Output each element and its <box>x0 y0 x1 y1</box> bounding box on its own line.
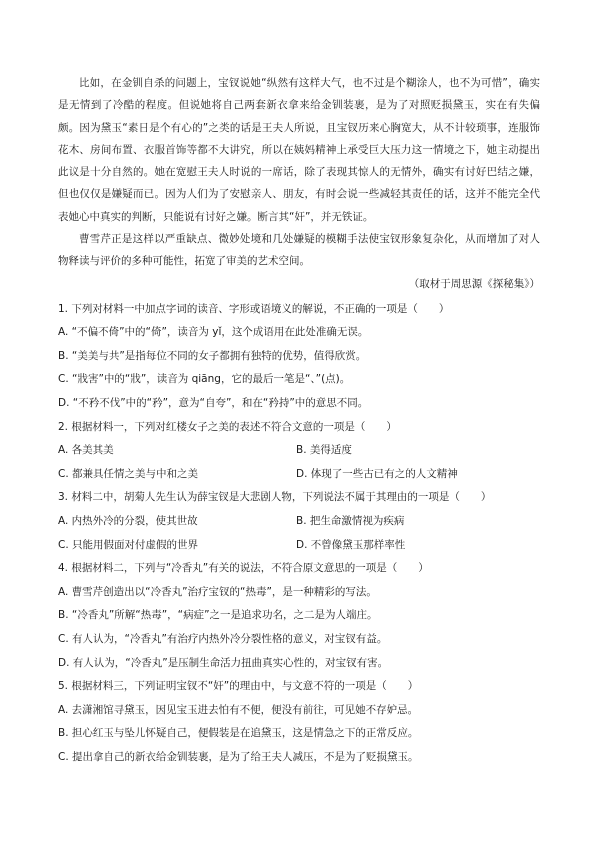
option-d: D. 有人认为，“冷香丸”是压制生命活力扭曲真实心性的，对宝钗有害。 <box>58 656 389 669</box>
option-row <box>58 510 540 534</box>
option-b: B. 担心红玉与坠儿怀疑自己，便假装是在追黛玉，这是情急之下的正常反应。 <box>58 727 419 740</box>
option-c: C. 有人认为，“冷香丸”有治疗内热外冷分裂性格的意义，对宝钗有益。 <box>58 632 388 645</box>
option-b: B. 美得适度 <box>296 444 352 457</box>
option-c: C. 只能用假面对付虚假的世界 <box>58 538 199 551</box>
option-row <box>58 534 540 558</box>
question-stem: 1. 下列对材料一中加点字词的读音、字形或语境义的解说，不正确的一项是（ ） <box>58 302 450 315</box>
option-c: C. 提出拿自己的新衣给金钏装裹，是为了给王夫人减压，不是为了贬损黛玉。 <box>58 750 419 763</box>
passage-paragraph-2: 曹雪芹正是这样以严重缺点、微妙处境和几处嫌疑的模糊手法使宝钗形象复杂化，从而增加了对人物释读与评价的多种可能性，拓宽了审美的艺术空间。 <box>58 233 540 268</box>
option-row <box>58 439 540 463</box>
option-b: B. “冷香丸”所解“热毒”，“病症”之一是追求功名，之二是为人端庄。 <box>58 609 378 622</box>
option-c: C. 都兼具任情之美与中和之美 <box>58 467 199 480</box>
passage-source: （取材于周思源《探秘集》） <box>408 277 540 290</box>
option-d: D. 不曾像黛玉那样率性 <box>296 538 406 551</box>
question-stem: 5. 根据材料三，下列证明宝钗不“奸”的理由中，与文意不符的一项是（ ） <box>58 680 419 693</box>
option-a: A. 去潇湘馆寻黛玉，因见宝玉进去怕有不便，便没有前往，可见她不存妒忌。 <box>58 703 419 716</box>
option-a: A. “不偏不倚”中的“倚”，读音为 yǐ，这个成语用在此处准确无误。 <box>58 326 369 339</box>
option-d: D. “不矜不伐”中的“矜”，意为“自夸”，和在“矜持”中的意思不同。 <box>58 397 369 410</box>
question-3 <box>58 486 540 557</box>
option-c: C. “戕害”中的“戕”，读音为 qiāng，它的最后一笔是“、”(点)。 <box>58 373 351 386</box>
option-a: A. 曹雪芹创造出以“冷香丸”治疗宝钗的“热毒”，是一种精彩的写法。 <box>58 585 377 598</box>
question-stem: 3. 材料二中，胡菊人先生认为薛宝钗是大悲剧人物，下列说法不属于其理由的一项是（ ） <box>58 491 492 504</box>
question-1 <box>58 298 540 416</box>
question-4 <box>58 557 540 675</box>
question-2 <box>58 416 540 487</box>
option-a: A. 各美其美 <box>58 444 114 457</box>
passage-paragraph-1: 比如，在金钏自杀的问题上，宝钗说她“纵然有这样大气，也不过是个糊涂人，也不为可惜”，确实是无情到了冷酷的程度。但说她将自己两套新衣拿来给金钏装裹，是为了对照贬损黛玉，实在有失偏颇。因为黛玉“素日是个有心的”之类的话是王夫人所说，且宝钗历来心胸宽大，从不计较琐事，连服饰花木、房间布置、衣服首饰等都不大讲究，所以在姨妈精神上承受巨大压力这一情境之下，她主动提出此议是十分自然的。她在宽慰王夫人时说的一席话，除了表现其惊人的无情外，确实有讨好巴结之嫌，但也仅仅是嫌疑而已。因为人们为了安慰亲人、朋友，有时会说一些减轻其责任的话，这并不能完全代表她心中真实的判断，只能说有讨好之嫌。断言其“奸”，并无铁证。 <box>58 77 540 223</box>
option-row <box>58 463 540 487</box>
option-a: A. 内热外冷的分裂，使其世故 <box>58 515 198 528</box>
question-stem: 4. 根据材料二，下列与“冷香丸”有关的说法，不符合原文意思的一项是（ ） <box>58 562 429 575</box>
question-stem: 2. 根据材料一，下列对红楼女子之美的表述不符合文意的一项是（ ） <box>58 420 397 433</box>
option-d: D. 体现了一些古已有之的人文精神 <box>296 467 458 480</box>
option-b: B. 把生命激情视为疾病 <box>296 515 405 528</box>
option-b: B. “美美与共”是指每位不同的女子都拥有独特的优势，值得欣赏。 <box>58 349 367 362</box>
question-5 <box>58 675 540 769</box>
